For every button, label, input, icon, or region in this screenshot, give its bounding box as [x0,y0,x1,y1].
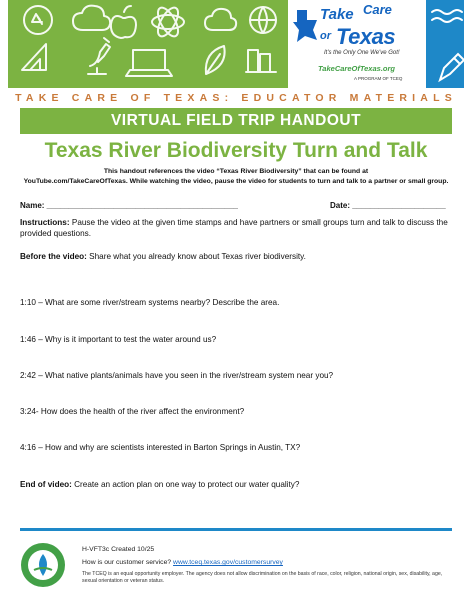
before-video-paragraph [20,252,452,261]
header-banner [8,0,464,88]
before-video-text: Share what you already know about Texas river biodiversity. [86,252,306,261]
question-5: 4:16 – How and why are scientists interested in Barton Springs in Austin, TX? [20,443,301,452]
end-of-video-text: Create an action plan on one way to protect our water quality? [71,480,300,489]
intro-text [14,167,458,187]
page-title: Texas River Biodiversity Turn and Talk [44,139,428,162]
intro-line-1: This handout references the video “Texas River Biodiversity” that can be found at [103,168,369,175]
end-of-video-paragraph [20,480,452,489]
intro-line-2: YouTube.com/TakeCareOfTexas. While watching the video, pause the video for students to turn and talk to a partner or small group. [23,178,449,185]
texas-star-icon [291,6,321,46]
footer-survey [82,559,283,566]
waves-pencil-icon [426,0,464,88]
question-4: 3:24- How does the health of the river affect the environment? [20,407,245,416]
educator-materials-tagline: TAKE CARE OF TEXAS: EDUCATOR MATERIALS [15,92,457,104]
question-2: 1:46 – Why is it important to test the water around us? [20,335,217,344]
logo-take: Take [320,6,354,23]
instructions-paragraph [20,217,452,239]
question-3: 2:42 – What native plants/animals have you seen in the river/stream system near you? [20,371,334,380]
name-field[interactable]: Name: ___________________________________________ [20,201,238,210]
logo-tagline: It's the Only One We've Got! [324,50,400,56]
logo-care: Care [363,2,392,17]
date-field[interactable]: Date: _____________________ [330,201,446,210]
end-of-video-label: End of video: [20,480,72,489]
instructions-text: Pause the video at the given time stamps and have partners or small groups turn and talk to discuss the provided questions. [20,218,448,238]
logo-or: or [320,30,331,42]
footer-divider [20,528,452,531]
blue-side-panel [426,0,464,88]
instructions-label: Instructions: [20,218,70,227]
logo-url: TakeCareOfTexas.org [318,64,395,73]
logo-program: A PROGRAM OF TCEQ [354,76,403,81]
before-video-label: Before the video: [20,252,87,261]
customer-survey-link[interactable]: www.tceq.texas.gov/customersurvey [173,559,283,566]
footer-document-code: H-VFT3c Created 10/25 [82,546,155,553]
education-doodles-illustration [8,0,288,88]
handout-band-title: VIRTUAL FIELD TRIP HANDOUT [20,108,452,134]
tceq-seal-icon [20,542,66,588]
footer-survey-prefix: How is our customer service? [82,559,174,566]
logo-texas: Texas [336,24,396,49]
question-1: 1:10 – What are some river/stream systems nearby? Describe the area. [20,298,280,307]
footer-eeo-statement: The TCEQ is an equal opportunity employer. The agency does not allow discrimination on the basis of race, color, religion, national origin, sex, disability, age, sexual orientation or veteran status. [82,571,443,584]
